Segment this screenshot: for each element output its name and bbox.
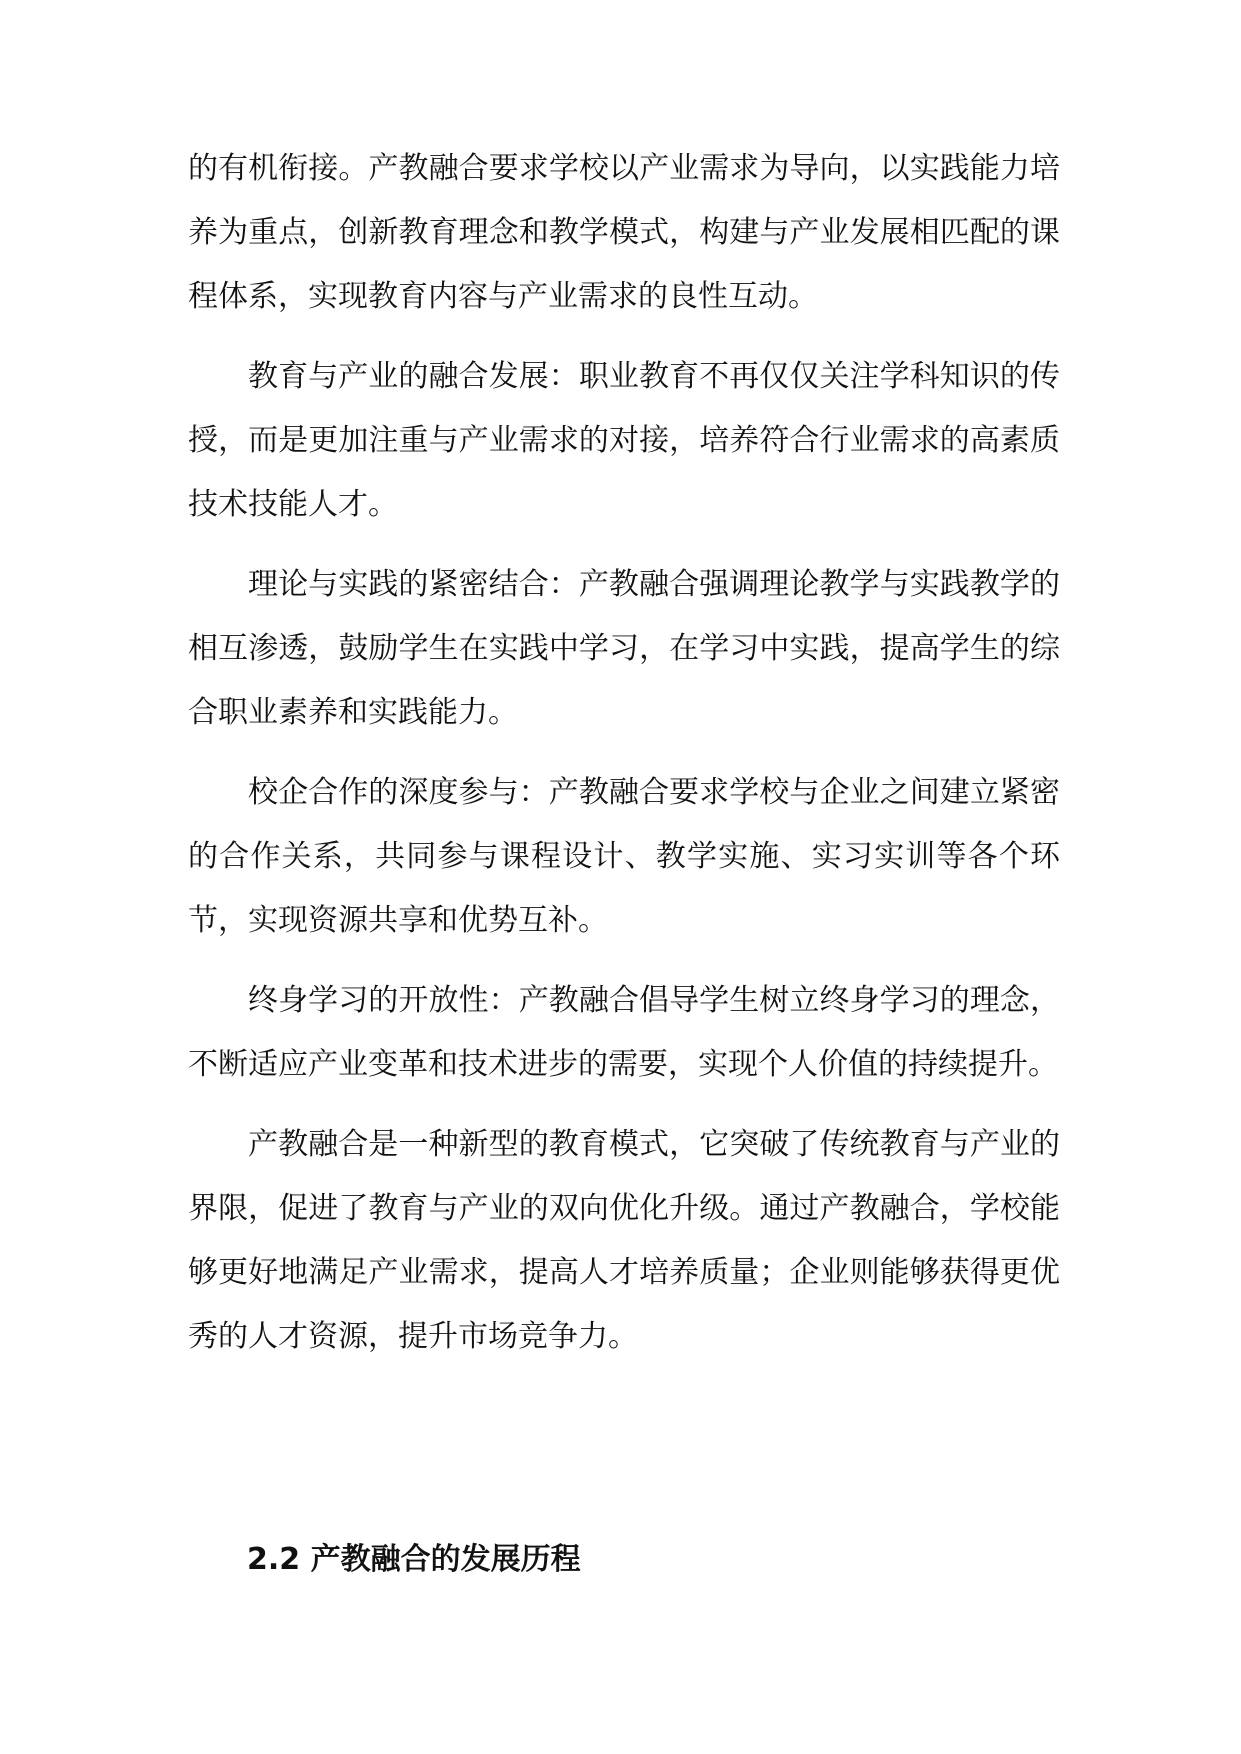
paragraph-school-enterprise: 校企合作的深度参与：产教融合要求学校与企业之间建立紧密的合作关系，共同参与课程设计、教学实施、实习实训等各个环节，实现资源共享和优势互补。: [188, 775, 1060, 938]
paragraph-integration-development: 教育与产业的融合发展：职业教育不再仅仅关注学科知识的传授，而是更加注重与产业需求的对接，培养符合行业需求的高素质技术技能人才。: [188, 359, 1060, 522]
paragraph-continuation: 的有机衔接。产教融合要求学校以产业需求为导向，以实践能力培养为重点，创新教育理念和教学模式，构建与产业发展相匹配的课程体系，实现教育内容与产业需求的良性互动。: [188, 151, 1060, 314]
paragraph-theory-practice: 理论与实践的紧密结合：产教融合强调理论教学与实践教学的相互渗透，鼓励学生在实践中学习，在学习中实践，提高学生的综合职业素养和实践能力。: [188, 567, 1060, 730]
document-body: [188, 137, 1060, 1385]
paragraph-summary: 产教融合是一种新型的教育模式，它突破了传统教育与产业的界限，促进了教育与产业的双向优化升级。通过产教融合，学校能够更好地满足产业需求，提高人才培养质量；企业则能够获得更优秀的人才资源，提升市场竞争力。: [188, 1127, 1060, 1354]
section-heading: 2.2 产教融合的发展历程: [247, 1542, 581, 1577]
paragraph-lifelong-learning: 终身学习的开放性：产教融合倡导学生树立终身学习的理念，不断适应产业变革和技术进步的需要，实现个人价值的持续提升。: [188, 983, 1060, 1082]
